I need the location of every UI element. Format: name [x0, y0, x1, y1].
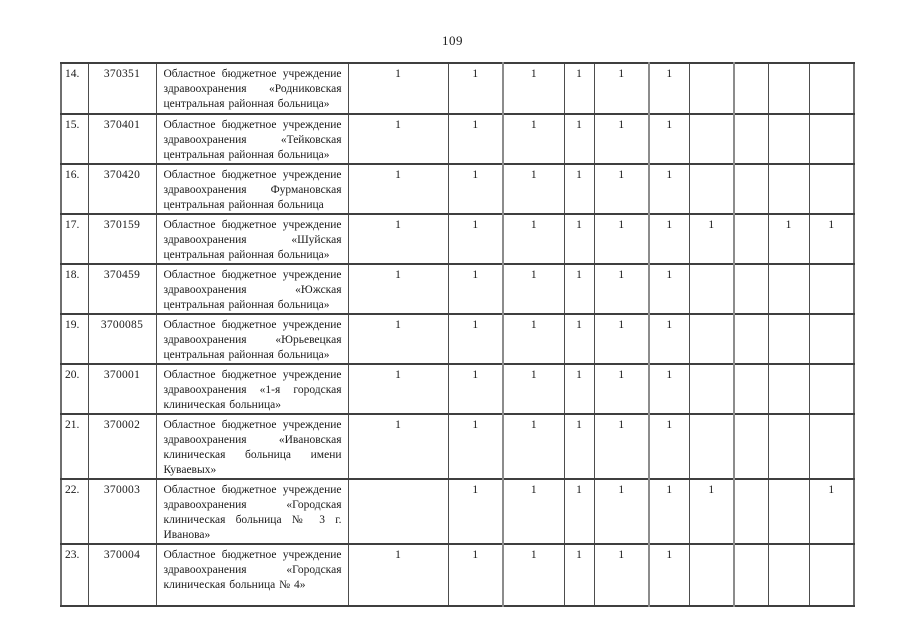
facility-code-cell: 370401 — [88, 114, 156, 164]
facility-code-cell: 3700085 — [88, 314, 156, 364]
indicator-value-cell — [689, 364, 734, 414]
indicator-value-cell: 1 — [594, 114, 649, 164]
indicator-value-cell: 1 — [594, 214, 649, 264]
table-row — [61, 264, 854, 314]
table-row — [61, 364, 854, 414]
indicator-value-cell — [809, 164, 854, 214]
facility-name-cell: Областное бюджетное учреждение здравоохранения «Шуйская центральная районная больница» — [156, 214, 348, 264]
indicator-value-cell — [809, 114, 854, 164]
indicator-value-cell — [809, 544, 854, 606]
indicator-value-cell: 1 — [689, 214, 734, 264]
row-number-cell: 18. — [61, 264, 88, 314]
indicator-value-cell: 1 — [809, 479, 854, 544]
indicator-value-cell — [689, 164, 734, 214]
indicator-value-cell: 1 — [649, 264, 689, 314]
facility-code-cell: 370420 — [88, 164, 156, 214]
indicator-value-cell: 1 — [503, 479, 564, 544]
facility-code-cell: 370003 — [88, 479, 156, 544]
facility-name-cell: Областное бюджетное учреждение здравоохранения «Юрьевецкая центральная районная больница» — [156, 314, 348, 364]
indicator-value-cell — [768, 314, 809, 364]
table-row — [61, 414, 854, 479]
page-number: 109 — [442, 33, 463, 48]
indicator-value-cell: 1 — [594, 364, 649, 414]
indicator-value-cell — [809, 63, 854, 114]
indicator-value-cell: 1 — [689, 479, 734, 544]
indicator-value-cell — [768, 264, 809, 314]
indicator-value-cell — [809, 364, 854, 414]
facility-name-cell: Областное бюджетное учреждение здравоохранения «Тейковская центральная районная больница» — [156, 114, 348, 164]
indicator-value-cell — [768, 164, 809, 214]
indicator-value-cell: 1 — [564, 479, 594, 544]
indicator-value-cell: 1 — [594, 544, 649, 606]
indicator-value-cell: 1 — [348, 544, 448, 606]
indicator-value-cell: 1 — [564, 314, 594, 364]
indicator-value-cell: 1 — [348, 114, 448, 164]
indicator-value-cell: 1 — [348, 63, 448, 114]
indicator-value-cell: 1 — [348, 364, 448, 414]
indicator-value-cell — [809, 314, 854, 364]
indicator-value-cell: 1 — [503, 164, 564, 214]
indicator-value-cell: 1 — [448, 264, 503, 314]
row-number-cell: 23. — [61, 544, 88, 606]
indicator-value-cell: 1 — [448, 364, 503, 414]
indicator-value-cell: 1 — [348, 214, 448, 264]
indicator-value-cell — [734, 214, 768, 264]
indicator-value-cell: 1 — [503, 214, 564, 264]
indicator-value-cell: 1 — [594, 164, 649, 214]
indicator-value-cell: 1 — [503, 414, 564, 479]
table-row — [61, 114, 854, 164]
indicator-value-cell: 1 — [448, 479, 503, 544]
indicator-value-cell: 1 — [594, 314, 649, 364]
facility-name-cell: Областное бюджетное учреждение здравоохранения «Городская клиническая больница № 4» — [156, 544, 348, 606]
indicator-value-cell: 1 — [503, 114, 564, 164]
indicator-value-cell: 1 — [594, 414, 649, 479]
indicator-value-cell — [809, 414, 854, 479]
indicator-value-cell — [689, 414, 734, 479]
indicator-value-cell — [734, 164, 768, 214]
indicator-value-cell: 1 — [448, 114, 503, 164]
indicator-value-cell: 1 — [809, 214, 854, 264]
facility-code-cell: 370001 — [88, 364, 156, 414]
indicator-value-cell — [689, 114, 734, 164]
table-row — [61, 63, 854, 114]
indicator-value-cell: 1 — [594, 264, 649, 314]
indicator-value-cell — [348, 479, 448, 544]
indicator-value-cell: 1 — [348, 264, 448, 314]
indicator-value-cell: 1 — [649, 544, 689, 606]
table-row — [61, 314, 854, 364]
hospitals-indicator-table — [60, 62, 855, 607]
facility-name-cell: Областное бюджетное учреждение здравоохранения «Южская центральная районная больница» — [156, 264, 348, 314]
indicator-value-cell: 1 — [448, 414, 503, 479]
facility-code-cell: 370004 — [88, 544, 156, 606]
facility-name-cell: Областное бюджетное учреждение здравоохранения «Городская клиническая больница № 3 г. Иванова» — [156, 479, 348, 544]
indicator-value-cell — [768, 114, 809, 164]
indicator-value-cell: 1 — [503, 314, 564, 364]
row-number-cell: 21. — [61, 414, 88, 479]
facility-code-cell: 370002 — [88, 414, 156, 479]
indicator-value-cell: 1 — [503, 264, 564, 314]
indicator-value-cell: 1 — [649, 364, 689, 414]
indicator-value-cell: 1 — [348, 414, 448, 479]
indicator-value-cell: 1 — [564, 63, 594, 114]
facility-name-cell: Областное бюджетное учреждение здравоохранения «Ивановская клиническая больница имени Куваевых» — [156, 414, 348, 479]
facility-name-cell: Областное бюджетное учреждение здравоохранения «1-я городская клиническая больница» — [156, 364, 348, 414]
indicator-value-cell — [734, 414, 768, 479]
facility-name-cell: Областное бюджетное учреждение здравоохранения Фурмановская центральная районная больница — [156, 164, 348, 214]
row-number-cell: 22. — [61, 479, 88, 544]
indicator-value-cell — [689, 264, 734, 314]
table-row — [61, 544, 854, 606]
indicator-value-cell — [768, 544, 809, 606]
indicator-value-cell: 1 — [448, 214, 503, 264]
indicator-value-cell — [689, 314, 734, 364]
indicator-value-cell: 1 — [564, 544, 594, 606]
facility-code-cell: 370459 — [88, 264, 156, 314]
row-number-cell: 20. — [61, 364, 88, 414]
indicator-value-cell: 1 — [503, 544, 564, 606]
indicator-value-cell: 1 — [564, 414, 594, 479]
indicator-value-cell: 1 — [348, 164, 448, 214]
facility-code-cell: 370351 — [88, 63, 156, 114]
indicator-value-cell — [689, 63, 734, 114]
table-row — [61, 164, 854, 214]
indicator-value-cell: 1 — [649, 214, 689, 264]
indicator-value-cell: 1 — [594, 479, 649, 544]
indicator-value-cell: 1 — [649, 314, 689, 364]
indicator-value-cell: 1 — [564, 114, 594, 164]
indicator-value-cell: 1 — [649, 414, 689, 479]
indicator-value-cell: 1 — [649, 164, 689, 214]
indicator-value-cell: 1 — [649, 114, 689, 164]
indicator-value-cell — [768, 414, 809, 479]
indicator-value-cell — [734, 544, 768, 606]
indicator-value-cell: 1 — [448, 164, 503, 214]
indicator-value-cell: 1 — [503, 364, 564, 414]
indicator-value-cell — [768, 364, 809, 414]
indicator-value-cell — [734, 114, 768, 164]
facility-code-cell: 370159 — [88, 214, 156, 264]
indicator-value-cell — [689, 544, 734, 606]
indicator-value-cell — [734, 264, 768, 314]
indicator-value-cell — [734, 63, 768, 114]
row-number-cell: 19. — [61, 314, 88, 364]
indicator-value-cell: 1 — [448, 63, 503, 114]
row-number-cell: 14. — [61, 63, 88, 114]
indicator-value-cell: 1 — [564, 264, 594, 314]
indicator-value-cell: 1 — [448, 544, 503, 606]
indicator-value-cell — [734, 364, 768, 414]
row-number-cell: 16. — [61, 164, 88, 214]
facility-name-cell: Областное бюджетное учреждение здравоохранения «Родниковская центральная районная больница» — [156, 63, 348, 114]
indicator-value-cell: 1 — [503, 63, 564, 114]
indicator-value-cell: 1 — [564, 164, 594, 214]
indicator-value-cell — [768, 63, 809, 114]
indicator-value-cell: 1 — [564, 214, 594, 264]
row-number-cell: 15. — [61, 114, 88, 164]
indicator-value-cell — [734, 314, 768, 364]
indicator-value-cell: 1 — [448, 314, 503, 364]
indicator-value-cell: 1 — [649, 479, 689, 544]
indicator-value-cell: 1 — [564, 364, 594, 414]
indicator-value-cell: 1 — [594, 63, 649, 114]
row-number-cell: 17. — [61, 214, 88, 264]
table-row — [61, 479, 854, 544]
indicator-value-cell: 1 — [649, 63, 689, 114]
table-body — [61, 63, 854, 606]
indicator-value-cell: 1 — [768, 214, 809, 264]
table-row — [61, 214, 854, 264]
indicator-value-cell — [809, 264, 854, 314]
indicator-value-cell — [734, 479, 768, 544]
indicator-value-cell: 1 — [348, 314, 448, 364]
indicator-value-cell — [768, 479, 809, 544]
